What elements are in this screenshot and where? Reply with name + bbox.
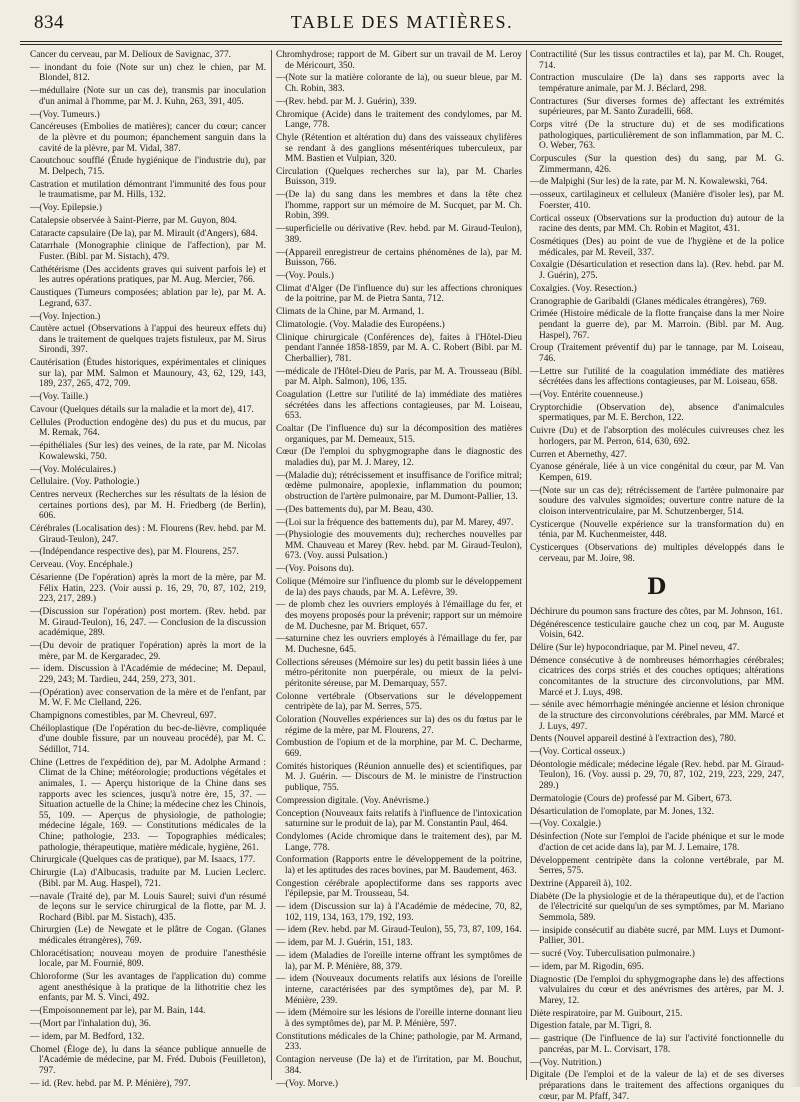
index-group-c	[530, 50, 784, 564]
index-entry: Cataracte capsulaire (De la), par M. Mirault (d'Angers), 684.	[30, 228, 258, 239]
column-divider	[271, 50, 272, 1080]
index-entry: Cerveau. (Voy. Encéphale.)	[30, 560, 133, 571]
index-entry: —Lettre sur l'utilité de la coagulation immédiate des matières sécrétées dans les affections contagieuses, par M. Loiseau, 658.	[530, 366, 784, 388]
index-entry: Désarticulation de l'omoplate, par M. Jones, 132.	[530, 806, 714, 817]
index-entry: Curren et Abernethy, 427.	[530, 449, 628, 460]
index-entry: Chromique (Acide) dans le traitement des condylomes, par M. Lange, 778.	[276, 109, 522, 131]
index-entry: —de Malpighi (Sur les) de la rate, par M. N. Kowalewski, 764.	[530, 177, 768, 188]
index-entry: —(Voy. Coxalgie.)	[530, 819, 601, 830]
index-column-3	[530, 50, 784, 1102]
index-entry: Digitale (De l'emploi et de la valeur de la) et de ses diverses préparations dans le traitement des affections organiques du cœur, par M. Pfaff, 347.	[530, 1070, 784, 1102]
index-entry: Cérébrales (Localisation des) : M. Flourens (Rev. hebd. par M. Giraud-Teulon), 247.	[30, 524, 266, 545]
index-entry: —osseux, cartilagineux et celluleux (Manière d'isoler les), par M. Foerster, 410.	[530, 190, 784, 211]
index-entry: Chyle (Rétention et altération du) dans des vaisseaux chylifères se rendant à des ganglions mésentériques tuberculeux, par MM. Bastien et Vulpian, 320.	[276, 132, 522, 165]
index-entry: Castration et mutilation démontrant l'immunité des fous pour le traumatisme, par M. Hills, 132.	[30, 179, 266, 201]
index-entry: —navale (Traité de), par M. Louis Saurel; suivi d'un résumé de leçons sur le service chirurgical de la flotte, par M. J. Rochard (Bibl. par M. Sistach), 435.	[30, 891, 266, 923]
index-entry: Chloracétisation; nouveau moyen de produire l'anesthésie locale, par M. Fournié, 809.	[30, 948, 266, 970]
index-entry: Déchirure du poumon sans fracture des côtes, par M. Johnson, 161.	[530, 606, 783, 617]
index-entry: —(Voy. Injection.)	[30, 311, 101, 322]
index-entry: —saturnine chez les ouvriers employés à l'émaillage du fer, par M. Duchesne, 645.	[276, 634, 522, 655]
index-entry: —(De la) du sang dans les membres et dans la tête chez l'homme, rapport sur un mémoire de M. Sucquet, par M. Ch. Robin, 399.	[276, 190, 522, 222]
index-entry: Cautérisation (Études historiques, expérimentales et cliniques sur la), par MM. Salmon et Maunoury, 43, 62, 129, 143, 189, 237, 265, 472, 709.	[30, 358, 266, 390]
index-entry: — idem (Nouveaux documents relatifs aux lésions de l'oreille interne, caractérisées par des symptômes de), par M. P. Ménière, 239.	[276, 974, 522, 1006]
index-entry: Dextrine (Appareil à), 102.	[530, 878, 632, 889]
index-entry: — idem, par M. J. Guérin, 151, 183.	[276, 938, 413, 949]
index-group-d	[530, 607, 784, 1102]
index-entry: Clinique chirurgicale (Conférences de), faites à l'Hôtel-Dieu pendant l'année 1858-1859, par M. A. C. Robert (Bibl. par M. Cherballier), 781.	[276, 332, 522, 364]
page-header	[22, 10, 782, 36]
index-entry: — sucré (Voy. Tuberculisation pulmonaire.)	[530, 949, 695, 960]
index-entry: — de plomb chez les ouvriers employés à l'émaillage du fer, et des moyens proposés pour la prévenir; rapport sur un mémoire de M. Duchesne, par M. Briquet, 657.	[276, 600, 522, 632]
index-entry: —médullaire (Note sur un cas de), transmis par inoculation d'un animal à l'homme, par M. J. Kuhn, 263, 391, 405.	[30, 86, 266, 107]
index-entry: —(Physiologie des mouvements du); recherches nouvelles par MM. Chauveau et Marey (Rev. hebd. par M. Giraud-Teulon), 673. (Voy. aussi Pulsation.)	[276, 530, 522, 562]
index-entry: Combustion de l'opium et de la morphine, par M. C. Decharme, 669.	[276, 738, 522, 760]
index-entry: Croup (Traitement préventif du) par le tannage, par M. Loiseau, 746.	[530, 343, 784, 364]
index-entry: Contagion nerveuse (De la) et de l'irritation, par M. Bouchut, 384.	[276, 1055, 522, 1076]
index-entry: Cysticerques (Observations de) multiples développés dans le cerveau, par M. Joire, 98.	[530, 543, 784, 564]
index-entry: Caoutchouc soufflé (Étude hygiénique de l'industrie du), par M. Delpech, 715.	[30, 156, 266, 177]
index-entry: —(Voy. Morve.)	[276, 1078, 338, 1089]
index-entry: Cellulaire. (Voy. Pathologie.)	[30, 477, 140, 488]
index-entry: Collections séreuses (Mémoire sur les) du petit bassin liées à une métro-péritonite non puerpérale, ou mieux de la pelvi-péritonite séreuse, par M. Demarquay, 557.	[276, 657, 522, 689]
index-entry: Coxalgie (Désarticulation et resection dans la). (Rev. hebd. par M. J. Guérin), 275.	[530, 260, 784, 281]
index-entry: Cathétérisme (Des accidents graves qui suivent parfois le) et les autres opérations pratiques, par M. Aug. Mercier, 766.	[30, 264, 266, 286]
index-entry: Cancéreuses (Embolies de matières); cancer du cœur; cancer de la plèvre et du poumon; épanchement sanguin dans la cavité de la plèvre, par M. Vidal, 387.	[30, 122, 266, 154]
index-entry: Dents (Nouvel appareil destiné à l'extraction des), 780.	[530, 734, 737, 745]
index-entry: Contractures (Sur diverses formes de) affectant les extrémités supérieures, par M. Santo Zuradelli, 668.	[530, 96, 784, 118]
index-entry: —(Voy. Moléculaires.)	[30, 464, 116, 475]
index-entry: Climatologie. (Voy. Maladie des Européens.)	[276, 319, 445, 330]
index-entry: Césarienne (De l'opération) après la mort de la mère, par M. Félix Hatin, 223. (Voir aussi p. 16, 29, 70, 87, 102, 219, 223, 217, 289.)	[30, 573, 266, 605]
index-entry: — idem. Discussion à l'Académie de médecine; M. Depaul, 229, 243; M. Tardieu, 244, 259, 273, 301.	[30, 664, 266, 685]
index-entry: Condylomes (Acide chromique dans le traitement des), par M. Lange, 778.	[276, 831, 522, 853]
index-entry: Contractilité (Sur les tissus contractiles et la), par M. Ch. Rouget, 714.	[530, 50, 784, 71]
index-entry: —(Voy. Pouls.)	[276, 270, 334, 281]
index-entry: Constitutions médicales de la Chine; pathologie, par M. Armand, 233.	[276, 1031, 522, 1053]
index-entry: —(Empoisonnement par le), par M. Bain, 144.	[30, 1006, 206, 1017]
index-entry: Coagulation (Lettre sur l'utilité de la) immédiate des matières sécrétées dans les affections contagieuses, par M. Loiseau, 653.	[276, 390, 522, 422]
index-entry: — idem (Discussion sur la) à l'Académie de médecine, 70, 82, 102, 119, 134, 163, 179, 192, 193.	[276, 902, 522, 923]
index-entry: —(Voy. Poisons du).	[276, 564, 354, 575]
index-entry: Déontologie médicale; médecine légale (Rev. hebd. par M. Giraud-Teulon), 16. (Voy. aussi p. 29, 70, 87, 102, 219, 223, 229, 247, 289.)	[530, 759, 784, 792]
index-entry: Cellules (Production endogène des) du pus et du mucus, par M. Remak, 764.	[30, 417, 266, 439]
index-entry: Cancer du cerveau, par M. Delioux de Savignac, 377.	[30, 50, 231, 60]
index-entry: — idem (Rev. hebd. par M. Giraud-Teulon), 55, 73, 87, 109, 164.	[276, 925, 522, 936]
index-entry: Chirurgie (La) d'Albucasis, traduite par M. Lucien Leclerc. (Bibl. par M. Aug. Haspel), 721.	[30, 868, 266, 889]
index-entry: Cœur (De l'emploi du sphygmographe dans le diagnostic des maladies du), par M. J. Marey, 12.	[276, 447, 522, 468]
index-entry: —(Voy. Entérite couenneuse.)	[530, 390, 643, 401]
index-entry: Diabète (De la physiologie et de la thérapeutique du), et de l'action de l'électricité sur quelqu'un de ses symptômes, par M. Mariano Semmola, 589.	[530, 891, 784, 923]
index-entry: Chloroforme (Sur les avantages de l'application du) comme agent anesthésique à la pratique de la lithotritie chez les enfants, par M. S. Vinci, 492.	[30, 972, 266, 1004]
index-entry: Catarrhale (Monographie clinique de l'affection), par M. Fuster. (Bibl. par M. Sistach), 479.	[30, 241, 266, 262]
index-entry: —(Des battements du), par M. Beau, 430.	[276, 504, 434, 515]
index-entry: Compression digitale. (Voy. Anévrisme.)	[276, 795, 429, 806]
index-entry: Conformation (Rapports entre le développement de la poitrine, la) et les aptitudes des races bovines, par M. Baudement, 463.	[276, 855, 522, 876]
index-entry: —(Maladie du); rétrécissement et insuffisance de l'orifice mitral; œdème pulmonaire, apoplexie, inflammation du poumon; obstruction de l'artère pulmonaire, par M. Dumont-Pallier, 13.	[276, 470, 522, 502]
index-entry: —(Loi sur la fréquence des battements du), par M. Marey, 497.	[276, 517, 514, 528]
header-rule-thin	[20, 44, 782, 45]
index-entry: Cautère actuel (Observations à l'appui des heureux effets du) dans le traitement de quelques trajets fistuleux, par M. Sirus Sirondi, 397.	[30, 324, 266, 356]
index-entry: —(Voy. Nutrition.)	[530, 1057, 602, 1068]
index-entry: Congestion cérébrale apoplectiforme dans ses rapports avec l'épilepsie, par M. Trousseau, 54.	[276, 878, 522, 900]
index-entry: Dermatologie (Cours de) professé par M. Gibert, 673.	[530, 793, 733, 804]
index-entry: —(Voy. Taille.)	[30, 392, 89, 403]
index-entry: Cuivre (Du) et de l'absorption des molécules cuivreuses chez les horlogers, par M. Perron, 614, 630, 692.	[530, 426, 784, 447]
index-entry: Diagnostic (De l'emploi du sphygmographe dans le) des affections valvulaires du cœur et des anévrismes des artères, par M. J. Marey, 12.	[530, 974, 784, 1006]
page-edge-shadow	[790, 0, 800, 1087]
index-entry: —superficielle ou dérivative (Rev. hebd. par M. Giraud-Teulon), 389.	[276, 224, 522, 245]
index-entry: — gastrique (De l'influence de la) sur l'activité fonctionnelle du pancréas, par M. L. Corvisart, 178.	[530, 1034, 784, 1055]
index-entry: —(Note sur un cas de); rétrécissement de l'artère pulmonaire par soudure des valvules sigmoïdes; ouverture contre nature de la cloison interventriculaire, par M. Schutzenberger, 514.	[530, 485, 784, 517]
index-entry: —(Voy. Cortical osseux.)	[530, 747, 626, 758]
index-entry: Colonne vertébrale (Observations sur le développement centripète de la), par M. Serres, 575.	[276, 691, 522, 713]
index-entry: Chromhydrose; rapport de M. Gibert sur un travail de M. Leroy de Méricourt, 350.	[276, 50, 522, 71]
index-entry: — insipide consécutif au diabète sucré, par MM. Luys et Dumont-Pallier, 301.	[530, 925, 784, 947]
index-entry: Développement centripète dans la colonne vertébrale, par M. Serres, 575.	[530, 855, 784, 877]
index-entry: Cyanose générale, liée à un vice congénital du cœur, par M. Van Kempen, 619.	[530, 462, 784, 483]
index-entry: — idem (Maladies de l'oreille interne offrant les symptômes de la), par M. P. Ménière, 88, 379.	[276, 951, 522, 972]
index-entry: —(Voy. Tumeurs.)	[30, 109, 100, 120]
index-entry: —(Discussion sur l'opération) post mortem. (Rev. hebd. par M. Giraud-Teulon), 16, 247. — Conclusion de la discussion académique, 289.	[30, 606, 266, 639]
index-entry: Coaltar (De l'influence du) sur la décomposition des matières organiques, par M. Demeaux, 515.	[276, 424, 522, 445]
index-column-1	[30, 50, 266, 1089]
index-entry: —épithéliales (Sur les) des veines, de la rate, par M. Nicolas Kowalewski, 750.	[30, 441, 266, 462]
index-entry: Cavour (Quelques détails sur la maladie et la mort de), 417.	[30, 405, 254, 415]
index-entry: Crimée (Histoire médicale de la flotte française dans la mer Noire pendant la guerre de), par M. Marroin. (Bibl. par M. Aug. Haspel), 767.	[530, 309, 784, 341]
page-number: 834	[34, 12, 64, 33]
index-entry: Chirurgien (Le) de Newgate et le plâtre de Cogan. (Glanes médicales étrangères), 769.	[30, 925, 266, 947]
index-entry: — sénile avec hémorrhagie méningée ancienne et lésion chronique de la structure des circonvolutions cérébrales, par MM. Marcé et J. Luys, 497.	[530, 700, 784, 732]
index-entry: Coxalgies. (Voy. Resection.)	[530, 283, 637, 294]
index-entry: —médicale de l'Hôtel-Dieu de Paris, par M. A. Trousseau (Bibl. par M. Alph. Salmon), 106, 135.	[276, 366, 522, 388]
index-entry: —(Opération) avec conservation de la mère et de l'enfant, par M. W. F. Mc Clelland, 226.	[30, 687, 266, 709]
index-entry: Chéiloplastique (De l'opération du bec-de-lièvre, compliquée d'une double fissure, par un nouveau procédé), par M. C. Sédillot, 714.	[30, 723, 266, 756]
index-entry: Centres nerveux (Recherches sur les résultats de la lésion de certaines portions des), par M. H. Friedberg (de Berlin), 606.	[30, 490, 266, 522]
index-entry: — idem, par M. Rigodin, 695.	[530, 961, 644, 972]
index-entry: Délire (Sur le) hypocondriaque, par M. Pinel neveu, 47.	[530, 643, 740, 653]
index-entry: — inondant du foie (Note sur un) chez le chien, par M. Blondel, 812.	[30, 62, 266, 84]
index-entry: Climat d'Alger (De l'influence du) sur les affections chroniques de la poitrine, par M. de Pietra Santa, 712.	[276, 283, 522, 305]
index-entry: Conception (Nouveaux faits relatifs à l'influence de l'intoxication saturnine sur le produit de la), par M. Constantin Paul, 464.	[276, 808, 522, 830]
index-entry: Chomel (Éloge de), lu dans la séance publique annuelle de l'Académie de médecine, par M. Fréd. Dubois (Feuilleton), 797.	[30, 1044, 266, 1076]
index-entry: Cosmétiques (Des) au point de vue de l'hygiène et de la police médicales, par M. Reveil, 337.	[530, 237, 784, 258]
index-entry: Dégénérescence testiculaire gauche chez un coq, par M. Auguste Voisin, 642.	[530, 619, 784, 641]
index-entry: —(Mort par l'inhalation du), 36.	[30, 1018, 151, 1029]
index-entry: Diète respiratoire, par M. Guibourt, 215.	[530, 1008, 683, 1019]
index-entry: Contraction musculaire (De la) dans ses rapports avec la température animale, par M. J. Béclard, 298.	[530, 73, 784, 94]
index-entry: Corpuscules (Sur la question des) du sang, par M. G. Zimmermann, 426.	[530, 154, 784, 175]
section-letter: D	[646, 574, 668, 601]
index-entry: Cranographie de Garibaldi (Glanes médicales étrangères), 769.	[530, 296, 767, 307]
index-entry: Comités historiques (Réunion annuelle des) et scientifiques, par M. J. Guérin. — Discours de M. le ministre de l'instruction publique, 755.	[276, 761, 522, 794]
index-entry: — idem (Mémoire sur les lésions de l'oreille interne donnant lieu à des symptômes de), par M. P. Ménière, 597.	[276, 1008, 522, 1029]
index-entry: —(Rev. hebd. par M. J. Guérin), 339.	[276, 96, 417, 107]
index-entry: Cysticerque (Nouvelle expérience sur la transformation du) en ténia, par M. Kuchenmeister, 448.	[530, 519, 784, 541]
index-column-2	[276, 50, 522, 1089]
index-entry: Coloration (Nouvelles expériences sur la) des os du fœtus par le régime de la mère, par M. Flourens, 27.	[276, 715, 522, 736]
index-entry: Chirurgicale (Quelques cas de pratique), par M. Isaacs, 177.	[30, 855, 256, 866]
index-entry: —(Note sur la matière colorante de la), ou sueur bleue, par M. Ch. Robin, 383.	[276, 73, 522, 94]
header-rule	[20, 41, 782, 42]
index-entry: Cortical osseux (Observations sur la production du) autour de la racine des dents, par MM. Ch. Robin et Magitot, 431.	[530, 213, 784, 235]
running-title: TABLE DES MATIÈRES.	[290, 12, 514, 32]
index-entry: —(Appareil enregistreur de certains phénomènes de la), par M. Buisson, 766.	[276, 247, 522, 269]
index-entry: Circulation (Quelques recherches sur la), par M. Charles Buisson, 319.	[276, 166, 522, 188]
index-entry: Démence consécutive à de nombreuses hémorrhagies cérébrales; cicatrices des corps striés et des couches optiques; altérations concomitantes de la structure des circonvolutions, par MM. Marcé et J. Luys, 498.	[530, 655, 784, 698]
index-entry: —(Voy. Epilepsie.)	[30, 203, 102, 214]
index-entry: Climats de la Chine, par M. Armand, 1.	[276, 307, 425, 318]
index-entry: —(Indépendance respective des), par M. Flourens, 257.	[30, 547, 239, 558]
column-divider	[526, 50, 527, 1080]
index-entry: —(Du devoir de pratiquer l'opération) après la mort de la mère, par M. de Kergaradec, 29.	[30, 640, 266, 662]
index-entry: Cryptorchidie (Observation de), absence d'animalcules spermatiques, par M. E. Berchon, 122.	[530, 402, 784, 424]
index-entry: Caustiques (Tumeurs composées; ablation par le), par M. A. Legrand, 637.	[30, 288, 266, 309]
index-entry: Digestion fatale, par M. Tigri, 8.	[530, 1021, 652, 1032]
index-entry: — idem, par M. Bedford, 132.	[30, 1031, 145, 1042]
index-entry: Désinfection (Note sur l'emploi de l'acide phénique et sur le mode d'action de cet acide dans la), par M. J. Lemaire, 178.	[530, 832, 784, 853]
index-entry: Colique (Mémoire sur l'influence du plomb sur le développement de la) des pays chauds, par M. A. Lefèvre, 39.	[276, 577, 522, 598]
index-entry: Chine (Lettres de l'expédition de), par M. Adolphe Armand : Climat de la Chine; météorologie; productions végétales et animales, 1. — Aperçu historique de la Chine dans ses rapports avec les sciences, jusqu'à notre ère, 15, 37. — Situation actuelle de la Chine; la médecine chez les Chinois, 55, 109. — Aperçus de physiologie, de pathologie; médecine légale, 169. — Constitutions médicales de la Chine; pathologie, 233. — Topographies médicales; pathologie, thérapeutique, matière médicale, hygiène, 261.	[30, 757, 266, 853]
index-entry: — id. (Rev. hebd. par M. P. Ménière), 797.	[30, 1078, 191, 1089]
index-entry: Catalepsie observée à Saint-Pierre, par M. Guyon, 804.	[30, 215, 237, 226]
index-entry: Corps vitré (De la structure du) et de ses modifications pathologiques, particulièrement de son inflammation, par M. C. O. Weber, 763.	[530, 120, 784, 152]
index-entry: Champignons comestibles, par M. Chevreul, 697.	[30, 711, 217, 722]
